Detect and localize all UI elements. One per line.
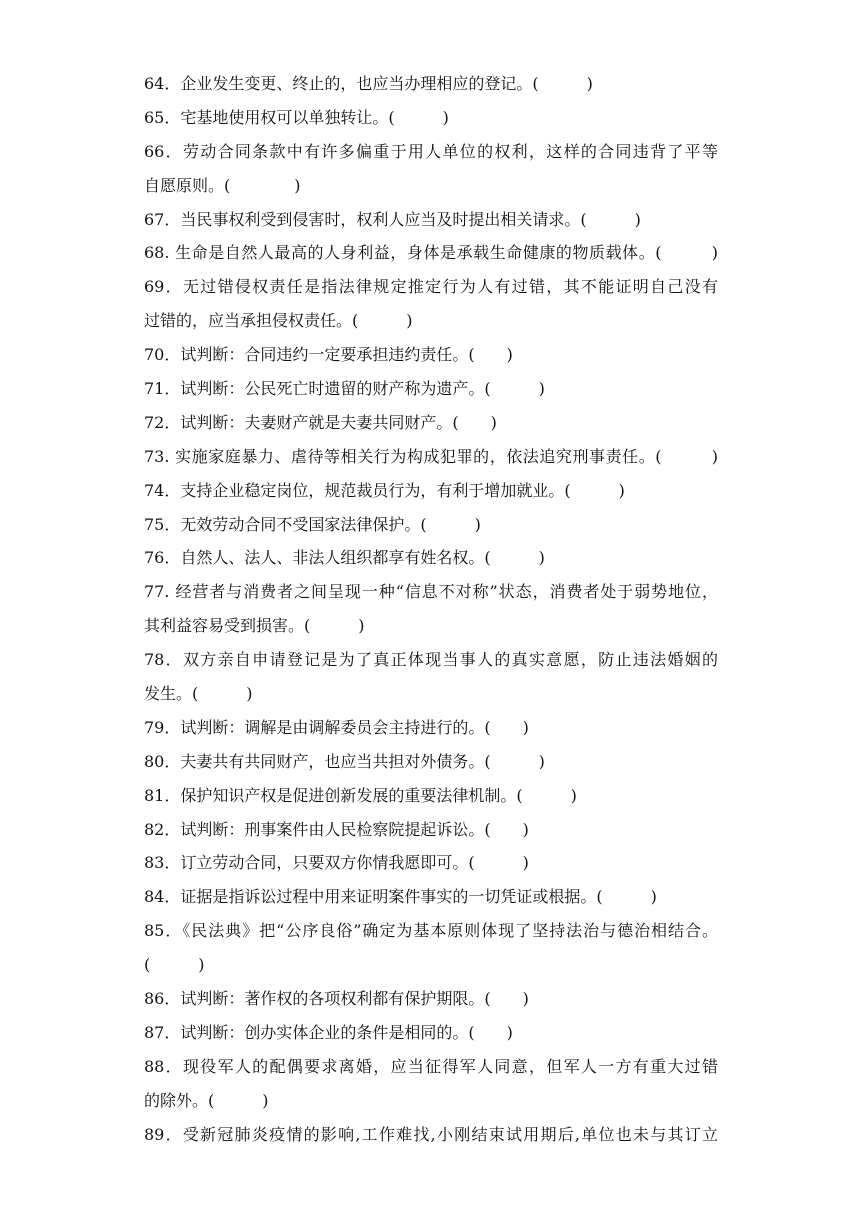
question-77-line-2: 其利益容易受到损害。( ) — [144, 616, 365, 636]
question-82: 82．试判断：刑事案件由人民检察院提起诉讼。( ) — [144, 819, 529, 839]
question-88-line-1: 88．现役军人的配偶要求离婚，应当征得军人同意，但军人一方有重大过错 — [144, 1056, 718, 1076]
question-66-line-1: 66．劳动合同条款中有许多偏重于用人单位的权利，这样的合同违背了平等 — [144, 141, 718, 161]
question-80: 80．夫妻共有共同财产，也应当共担对外债务。( ) — [144, 751, 545, 771]
question-76: 76．自然人、法人、非法人组织都享有姓名权。( ) — [144, 548, 545, 568]
question-list — [144, 67, 718, 1152]
question-73: 73. 实施家庭暴力、虐待等相关行为构成犯罪的，依法追究刑事责任。( ) — [144, 446, 718, 466]
question-74: 74．支持企业稳定岗位，规范裁员行为，有利于增加就业。( ) — [144, 480, 625, 500]
question-77-line-1: 77. 经营者与消费者之间呈现一种“信息不对称”状态，消费者处于弱势地位， — [144, 582, 718, 602]
question-85-line-2: ( ) — [144, 955, 205, 975]
question-89-line-1: 89．受新冠肺炎疫情的影响,工作难找,小刚结束试用期后,单位也未与其订立 — [144, 1124, 718, 1144]
question-78-line-1: 78．双方亲自申请登记是为了真正体现当事人的真实意愿，防止违法婚姻的 — [144, 650, 718, 670]
question-75: 75．无效劳动合同不受国家法律保护。( ) — [144, 514, 481, 534]
question-79: 79．试判断：调解是由调解委员会主持进行的。( ) — [144, 717, 529, 737]
question-64: 64．企业发生变更、终止的，也应当办理相应的登记。( ) — [144, 74, 593, 93]
question-65: 65．宅基地使用权可以单独转让。( ) — [144, 107, 449, 127]
question-83: 83．订立劳动合同，只要双方你情我愿即可。( ) — [144, 853, 529, 873]
question-88-line-2: 的除外。( ) — [144, 1090, 269, 1110]
question-67: 67．当民事权利受到侵害时，权利人应当及时提出相关请求。( ) — [144, 209, 641, 229]
question-70: 70．试判断：合同违约一定要承担违约责任。( ) — [144, 345, 513, 365]
question-86: 86．试判断：著作权的各项权利都有保护期限。( ) — [144, 989, 529, 1009]
question-85-line-1: 85．《民法典》把“公序良俗”确定为基本原则体现了坚持法治与德治相结合。 — [144, 921, 718, 941]
question-72: 72．试判断：夫妻财产就是夫妻共同财产。( ) — [144, 412, 497, 432]
question-78-line-2: 发生。( ) — [144, 684, 253, 704]
question-71: 71．试判断：公民死亡时遗留的财产称为遗产。( ) — [144, 379, 545, 399]
question-81: 81．保护知识产权是促进创新发展的重要法律机制。( ) — [144, 785, 577, 805]
question-84: 84．证据是指诉讼过程中用来证明案件事实的一切凭证或根据。( ) — [144, 887, 657, 907]
question-87: 87．试判断：创办实体企业的条件是相同的。( ) — [144, 1022, 513, 1042]
question-68: 68. 生命是自然人最高的人身利益，身体是承载生命健康的物质载体。( ) — [144, 243, 718, 263]
question-66-line-2: 自愿原则。( ) — [144, 175, 301, 195]
question-69-line-2: 过错的，应当承担侵权责任。( ) — [144, 311, 413, 331]
question-69-line-1: 69．无过错侵权责任是指法律规定推定行为人有过错，其不能证明自己没有 — [144, 277, 718, 297]
